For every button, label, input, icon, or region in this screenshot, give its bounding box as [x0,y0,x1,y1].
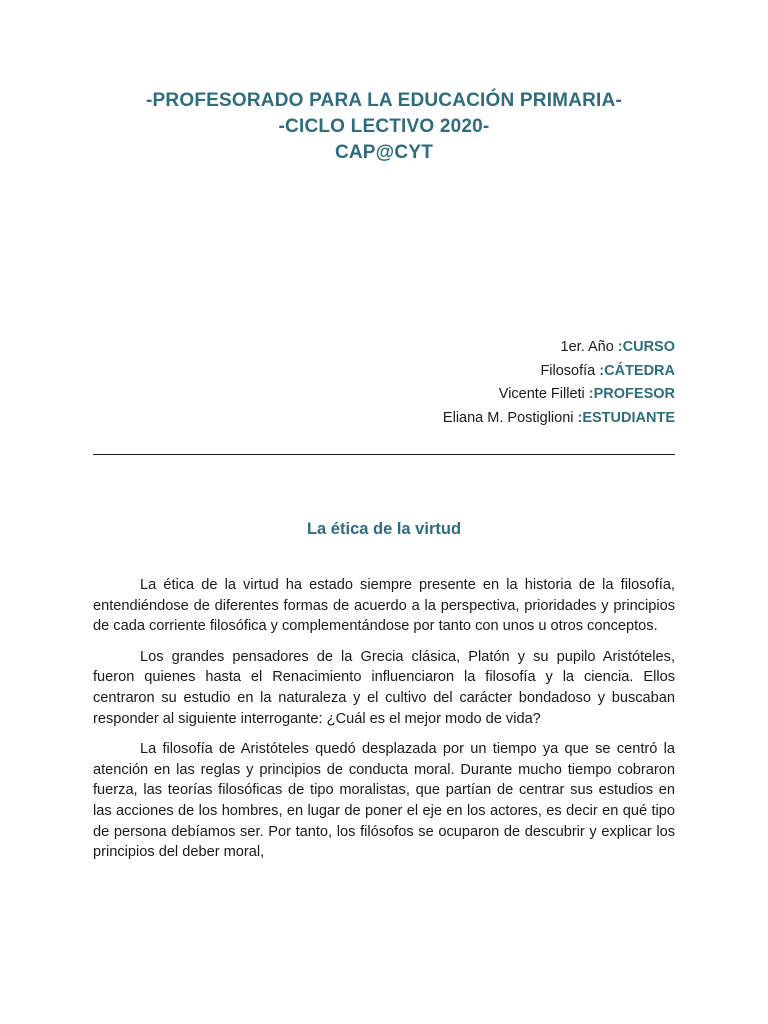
meta-student-value: Eliana M. Postiglioni [442,409,578,426]
meta-course-value: 1er. Año [560,339,618,355]
meta-subject-label: :CÁTEDRA [599,362,675,379]
body-paragraph-2: Los grandes pensadores de la Grecia clásica, Platón y su pupilo Aristóteles, fueron quienes hasta el Renacimiento influenciaron la filosofía y la ciencia. Ellos centraron su estudio en la naturaleza y el cultivo del carácter bondadoso y buscaban responder al siguiente interrogante: ¿Cuál es el mejor modo de vida? [93,648,675,727]
horizontal-divider [93,454,675,455]
document-metadata [443,336,675,430]
meta-teacher-value: Vicente Filleti [498,386,589,402]
meta-row-teacher [443,383,675,407]
body-paragraph-1: La ética de la virtud ha estado siempre presente en la historia de la filosofía, entendiéndose de diferentes formas de acuerdo a la perspectiva, prioridades y principios de cada corriente filosófica y complementándose por tanto con unos u otros conceptos. [93,577,675,635]
meta-row-subject [443,360,675,384]
document-header [0,88,768,166]
meta-row-student [443,407,675,431]
meta-student-label: :ESTUDIANTE [577,409,675,426]
meta-row-course [443,336,675,360]
meta-subject-value: Filosofía [540,362,600,379]
body-paragraph-3: La filosofía de Aristóteles quedó desplazada por un tiempo ya que se centró la atención en las reglas y principios de conducta moral. Durante mucho tiempo cobraron fuerza, las teorías filosóficas de tipo moralistas, que partían de centrar sus estudios en las acciones de los hombres, en lugar de poner el eje en los actores, es decir en qué tipo de persona debíamos ser. Por tanto, los filósofos se ocuparon de descubrir y explicar los principios del deber moral, [93,741,675,861]
document-body [93,575,675,873]
meta-teacher-label: :PROFESOR [588,386,675,402]
header-institution: -PROFESORADO PARA LA EDUCACIÓN PRIMARIA- [146,90,622,111]
header-program: CAP@CYT [334,142,434,163]
meta-course-label: :CURSO [617,339,675,355]
header-school-year: -CICLO LECTIVO 2020- [278,116,490,137]
document-title: La ética de la virtud [306,520,462,538]
